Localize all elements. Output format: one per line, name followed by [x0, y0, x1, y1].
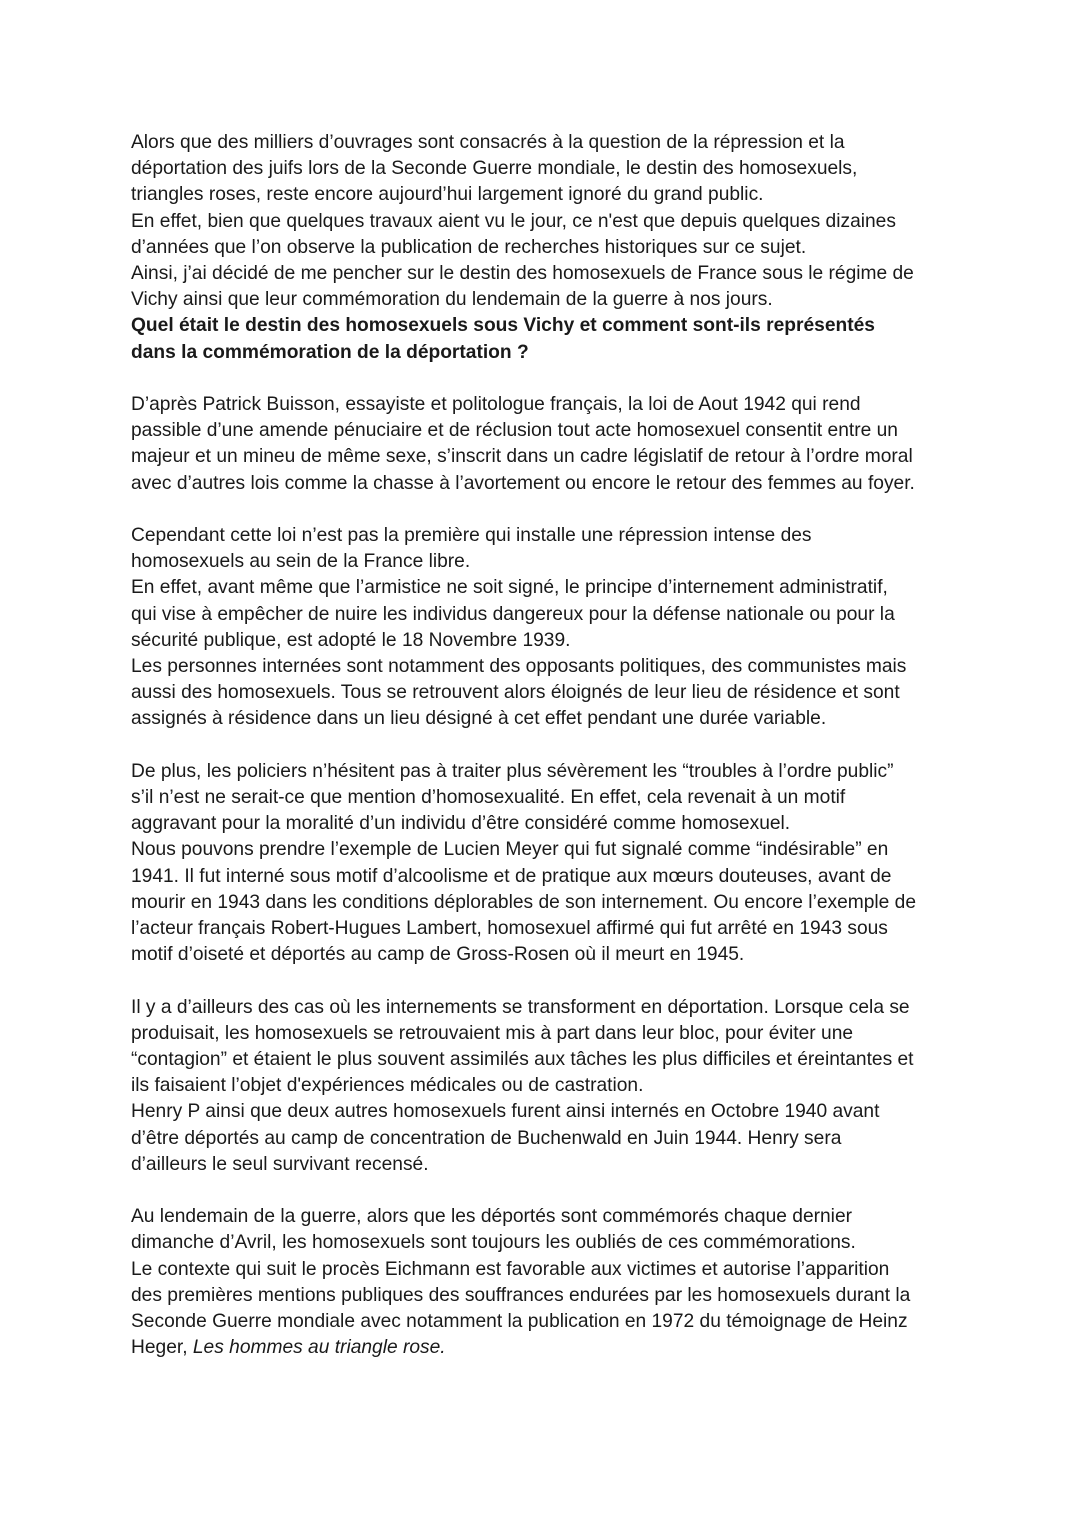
text-line: assignés à résidence dans un lieu désigné à cet effet pendant une durée variable. — [131, 708, 827, 730]
text-line: Les personnes internées sont notamment des opposants politiques, des communistes mais — [131, 656, 907, 678]
research-question-line: dans la commémoration de la déportation ? — [131, 341, 529, 363]
text-line: homosexuels au sein de la France libre. — [131, 551, 471, 573]
text-line: aggravant pour la moralité d’un individu d’être considéré comme homosexuel. — [131, 813, 791, 835]
text-line: “contagion” et étaient le plus souvent assimilés aux tâches les plus difficiles et éreintantes et — [131, 1049, 914, 1071]
text-line: déportation des juifs lors de la Seconde Guerre mondiale, le destin des homosexuels, — [131, 158, 858, 180]
text-line: triangles roses, reste encore aujourd’hui largement ignoré du grand public. — [131, 184, 764, 206]
text-line: majeur et un mineu de même sexe, s’inscrit dans un cadre législatif de retour à l’ordre moral — [131, 446, 913, 468]
text-line: 1941. Il fut interné sous motif d’alcoolisme et de pratique aux mœurs douteuses, avant de — [131, 865, 892, 887]
text-line: Nous pouvons prendre l’exemple de Lucien Meyer qui fut signalé comme “indésirable” en — [131, 839, 889, 861]
text-line: Il y a d’ailleurs des cas où les internements se transforment en déportation. Lorsque cela se — [131, 996, 910, 1018]
paragraph-commemoration — [131, 1204, 971, 1361]
text-line: qui vise à empêcher de nuire les individus dangereux pour la défense nationale ou pour la — [131, 603, 895, 625]
paragraph-deportation — [131, 995, 971, 1178]
text-line: ils faisaient l’objet d'expériences médicales ou de castration. — [131, 1075, 644, 1097]
text-line: Seconde Guerre mondiale avec notamment la publication en 1972 du témoignage de Heinz — [131, 1311, 908, 1333]
book-title: Les hommes au triangle rose. — [192, 1337, 446, 1359]
text-line: d’ailleurs le seul survivant recensé. — [131, 1153, 429, 1175]
text-line: Alors que des milliers d’ouvrages sont consacrés à la question de la répression et la — [131, 132, 845, 153]
text-line: aussi des homosexuels. Tous se retrouvent alors éloignés de leur lieu de résidence et sont — [131, 682, 900, 704]
text-line: Ainsi, j’ai décidé de me pencher sur le destin des homosexuels de France sous le régime de — [131, 263, 914, 285]
research-question-line: Quel était le destin des homosexuels sous Vichy et comment sont-ils représentés — [131, 315, 875, 337]
text-line: avec d’autres lois comme la chasse à l’avortement ou encore le retour des femmes au foyer. — [131, 472, 915, 494]
text-line: sécurité publique, est adopté le 18 Novembre 1939. — [131, 629, 571, 651]
text-line: produisait, les homosexuels se retrouvaient mis à part dans leur bloc, pour éviter une — [131, 1022, 854, 1044]
text-line: En effet, avant même que l’armistice ne soit signé, le principe d’internement administratif, — [131, 577, 888, 599]
text-line: Vichy ainsi que leur commémoration du lendemain de la guerre à nos jours. — [131, 289, 773, 311]
text-line: D’après Patrick Buisson, essayiste et politologue français, la loi de Aout 1942 qui rend — [131, 394, 861, 416]
paragraph-internment — [131, 523, 971, 733]
paragraph-police-examples — [131, 759, 971, 969]
text-line: Henry P ainsi que deux autres homosexuels furent ainsi internés en Octobre 1940 avant — [131, 1101, 880, 1123]
text-line: En effet, bien que quelques travaux aient vu le jour, ce n'est que depuis quelques dizaines — [131, 210, 896, 232]
text-line-final — [131, 1335, 971, 1361]
text-line: motif d’oiseté et déportés au camp de Gross-Rosen où il meurt en 1945. — [131, 944, 745, 966]
text-line: mourir en 1943 dans les conditions déplorables de son internement. Ou encore l’exemple de — [131, 891, 917, 913]
text-line: d’être déportés au camp de concentration de Buchenwald en Juin 1944. Henry sera — [131, 1127, 842, 1149]
document-body — [131, 130, 971, 1388]
text-line: Cependant cette loi n’est pas la première qui installe une répression intense des — [131, 525, 812, 547]
text-line: d’années que l’on observe la publication de recherches historiques sur ce sujet. — [131, 236, 807, 258]
paragraph-law-1942 — [131, 392, 971, 497]
text-line: De plus, les policiers n’hésitent pas à traiter plus sévèrement les “troubles à l’ordre public” — [131, 760, 894, 782]
paragraph-introduction — [131, 130, 971, 366]
text-line: Au lendemain de la guerre, alors que les déportés sont commémorés chaque dernier — [131, 1206, 853, 1228]
text-line: des premières mentions publiques des souffrances endurées par les homosexuels durant la — [131, 1284, 911, 1306]
text-prefix: Heger, — [131, 1337, 193, 1359]
text-line: Le contexte qui suit le procès Eichmann est favorable aux victimes et autorise l’apparition — [131, 1258, 890, 1280]
text-line: l’acteur français Robert-Hugues Lambert, homosexuel affirmé qui fut arrêté en 1943 sous — [131, 918, 888, 940]
text-line: passible d’une amende pénuciaire et de réclusion tout acte homosexuel consentit entre un — [131, 420, 898, 442]
text-line: dimanche d’Avril, les homosexuels sont toujours les oubliés de ces commémorations. — [131, 1232, 856, 1254]
text-line: s’il n’est ne serait-ce que mention d’homosexualité. En effet, cela revenait à un motif — [131, 787, 846, 809]
